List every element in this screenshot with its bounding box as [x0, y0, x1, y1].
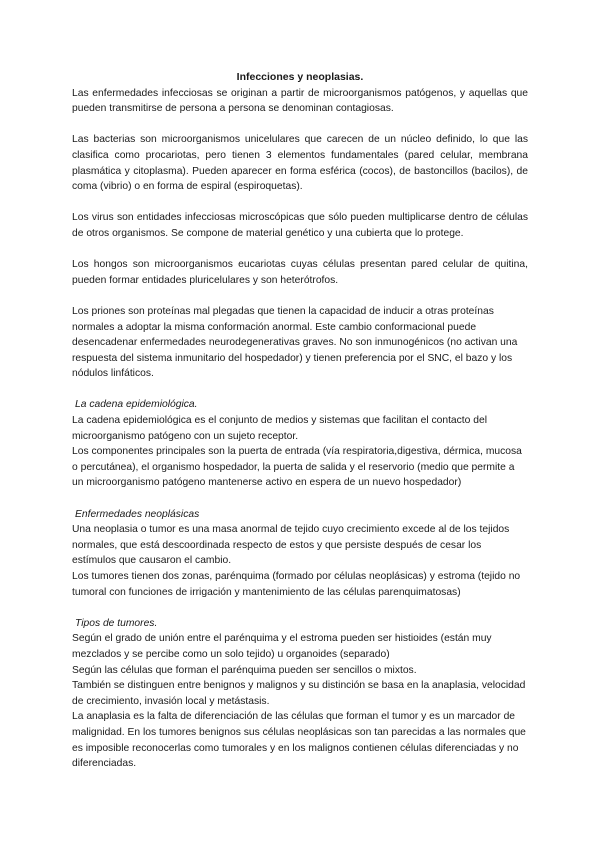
- neoplasicas-paragraph-2: Los tumores tienen dos zonas, parénquima (formado por células neoplásicas) y estroma (tejido no tumoral con funciones de irrigación y mantenimiento de las células parenquimatosas): [72, 571, 521, 598]
- cadena-paragraph-1: La cadena epidemiológica es el conjunto de medios y sistemas que facilitan el contacto del microorganismo patógeno con un sujeto receptor.: [72, 415, 487, 442]
- virus-paragraph: Los virus son entidades infecciosas microscópicas que sólo pueden multiplicarse dentro de células de otros organismos. Se compone de material genético y una cubierta que lo protege.: [72, 212, 528, 239]
- cadena-heading: La cadena epidemiológica.: [75, 399, 198, 411]
- neoplasicas-paragraph-1: Una neoplasia o tumor es una masa anormal de tejido cuyo crecimiento excede al de los tejidos normales, que está descoordinada respecto de estos y que persiste después de cesar los estímulos que causaron el cambio.: [72, 524, 510, 567]
- intro-paragraph: Las enfermedades infecciosas se originan a partir de microorganismos patógenos, y aquellas que pueden transmitirse de persona a persona se denominan contagiosas.: [72, 87, 528, 115]
- tipos-paragraph-2: Según las células que forman el parénquima pueden ser sencillos o mixtos.: [72, 664, 417, 676]
- cadena-paragraph-2: Los componentes principales son la puerta de entrada (vía respiratoria,digestiva, dérmica, mucosa o percutánea), el organismo hospedador, la puerta de salida y el reservorio (medio que permite a un microorganismo patógeno mantenerse activo en espera de un nuevo hospedador): [72, 446, 522, 489]
- document-title: Infecciones y neoplasias.: [236, 71, 364, 83]
- neoplasicas-heading: Enfermedades neoplásicas: [75, 508, 200, 520]
- bacterias-paragraph: Las bacterias son microorganismos unicelulares que carecen de un núcleo definido, lo que las clasifica como procariotas, pero tienen 3 elementos fundamentales (pared celular, membrana plasmática y citoplasma). Pueden aparecer en forma esférica (cocos), de bastoncillos (bacilos), de coma (vibrio) o en forma de espiral (espiroquetas).: [72, 134, 528, 193]
- tipos-paragraph-1: Según el grado de unión entre el parénquima y el estroma pueden ser histioides (están muy mezclados y se percibe como un solo tejido) u organoides (separado): [72, 633, 492, 660]
- document-page: [72, 70, 528, 772]
- tipos-paragraph-4: La anaplasia es la falta de diferenciación de las células que forman el tumor y es un marcador de malignidad. En los tumores benignos sus células neoplásicas son tan parecidas a las normales que es imposible reconocerlas como tumorales y en los malignos contienen células diferenciadas y no diferenciadas.: [72, 711, 526, 770]
- priones-paragraph: Los priones son proteínas mal plegadas que tienen la capacidad de inducir a otras proteínas normales a adoptar la misma conformación anormal. Este cambio conformacional puede desencadenar enfermedades neurodegenerativas graves. No son inmunogénicos (no activan una respuesta del sistema inmunitario del hospedador) y tienen preferencia por el SNC, el bazo y los nódulos linfáticos.: [72, 305, 518, 380]
- tipos-paragraph-3: También se distinguen entre benignos y malignos y su distinción se basa en la anaplasia, velocidad de crecimiento, invasión local y metástasis.: [72, 680, 526, 707]
- hongos-paragraph: Los hongos son microorganismos eucariotas cuyas células presentan pared celular de quitina, pueden formar entidades pluricelulares y son heterótrofos.: [72, 259, 528, 286]
- tipos-heading: Tipos de tumores.: [75, 617, 158, 629]
